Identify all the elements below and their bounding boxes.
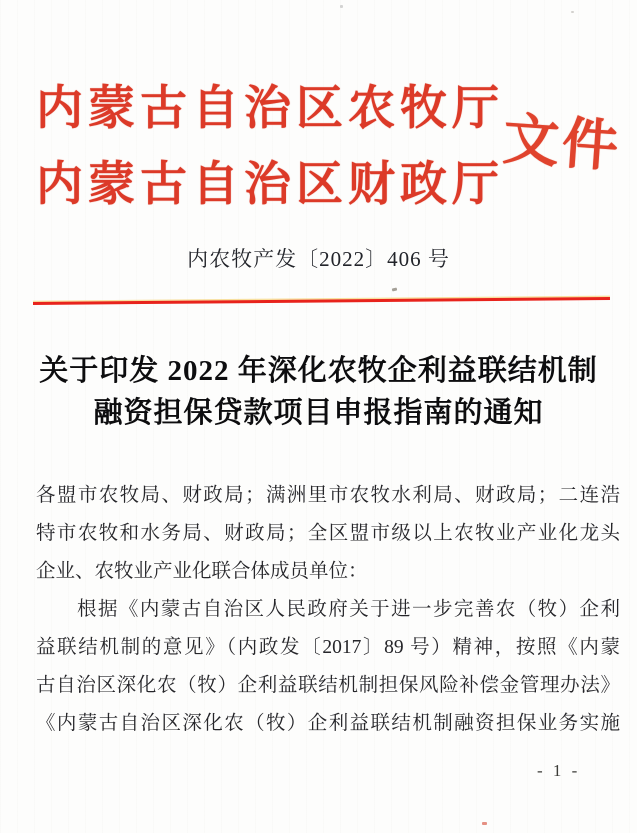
body-line: 特市农牧和水务局、财政局；全区盟市级以上农牧业产业化龙头 — [36, 523, 620, 544]
document-number: 内农牧产发〔2022〕406 号 — [187, 247, 450, 271]
title-line-2: 融资担保贷款项目申报指南的通知 — [93, 397, 544, 429]
scan-speck — [340, 5, 343, 8]
title-line-1: 关于印发 2022 年深化农牧企利益联结机制 — [39, 355, 598, 387]
page-number: - 1 - — [537, 761, 581, 780]
header-divider-rule — [33, 297, 610, 305]
document-stamp-label: 文件 — [500, 108, 624, 180]
scan-speck — [392, 288, 398, 292]
body-line: 根据《内蒙古自治区人民政府关于进一步完善农（牧）企利 — [77, 599, 620, 620]
body-line: 企业、农牧业产业化联合体成员单位： — [36, 561, 368, 582]
document-body — [36, 477, 620, 743]
body-line: 《内蒙古自治区深化农（牧）企利益联结机制融资担保业务实施 — [36, 713, 620, 734]
body-line: 各盟市农牧局、财政局；满洲里市农牧水利局、财政局；二连浩 — [36, 485, 620, 506]
document-title — [0, 350, 637, 434]
scan-speck — [482, 822, 487, 825]
body-line: 古自治区深化农（牧）企利益联结机制担保风险补偿金管理办法》 — [36, 675, 620, 696]
scan-speck — [571, 11, 574, 13]
agency-name-line-1: 内蒙古自治区农牧厅 — [36, 83, 504, 135]
body-line: 益联结机制的意见》（内政发〔2017〕89 号）精神，按照《内蒙 — [36, 637, 620, 658]
agency-name-line-2: 内蒙古自治区财政厅 — [36, 159, 504, 211]
